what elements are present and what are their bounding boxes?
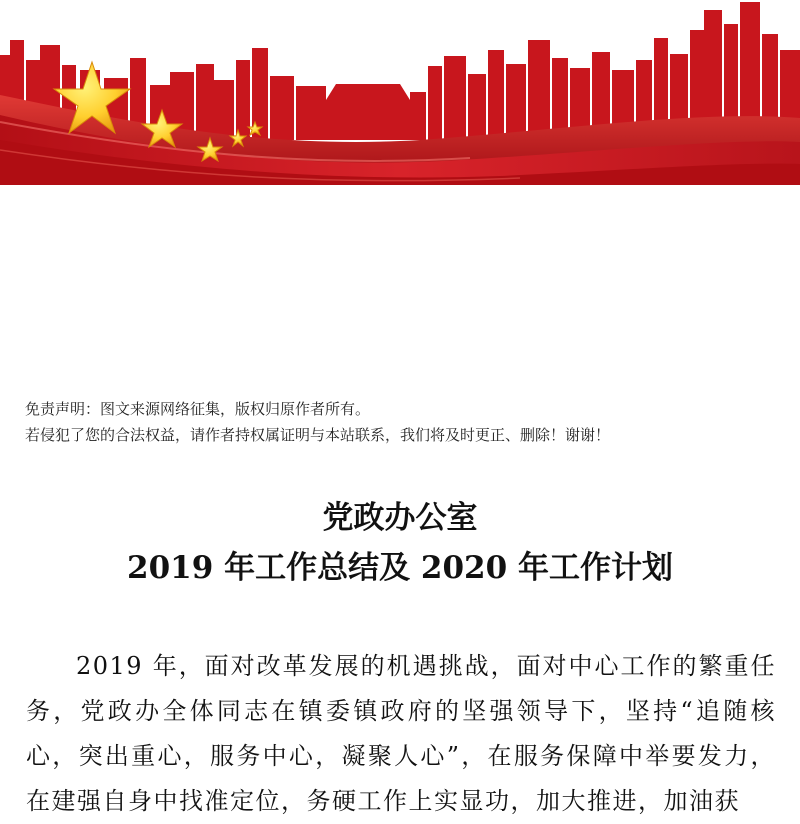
document-title [0,494,800,592]
disclaimer-line-1: 免责声明：图文来源网络征集，版权归原作者所有。 [25,400,371,418]
document-body [26,644,776,824]
disclaimer [25,396,785,448]
body-paragraph: 2019 年，面对改革发展的机遇挑战，面对中心工作的繁重任务，党政办全体同志在镇委镇政府的坚强领导下，坚持“追随核心，突出重心，服务中心，凝聚人心”，在服务保障中举要发力，在建强自身中找准定位，务硬工作上实显功，加大推进，加油获 [26,652,776,815]
header-banner [0,0,800,185]
disclaimer-line-2: 若侵犯了您的合法权益，请作者持权属证明与本站联系，我们将及时更正、删除！谢谢！ [25,426,611,444]
cityscape-banner-icon [0,0,800,185]
title-line-1: 党政办公室 [322,500,478,536]
title-line-2: 2019 年工作总结及 2020 年工作计划 [127,550,673,586]
